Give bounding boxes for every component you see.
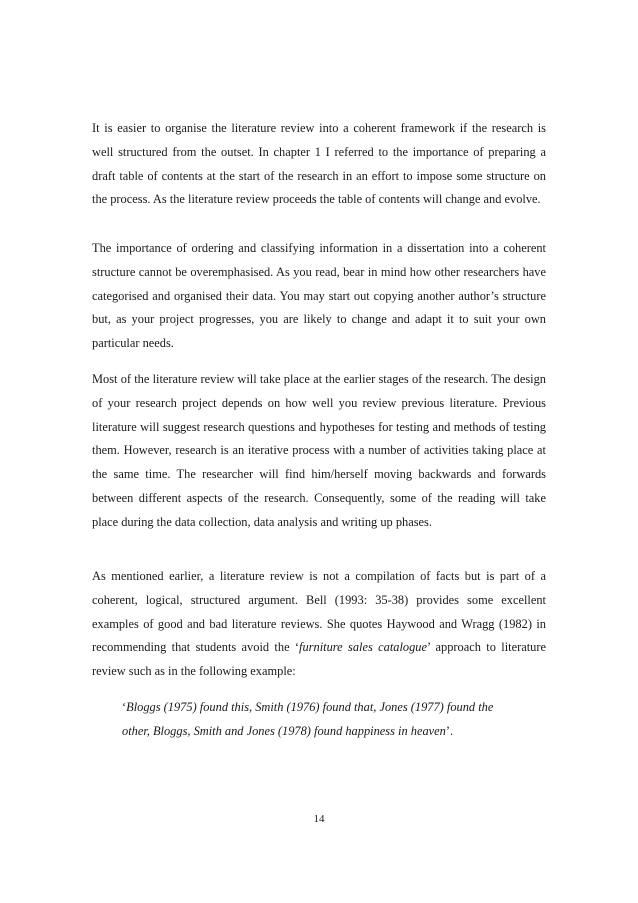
paragraph-2: The importance of ordering and classifying information in a dissertation into a coherent structure cannot be overemphasised. As you read, bear in mind how other researchers have categorised and organised their data. You may start out copying another author’s structure but, as your project progresses, you are likely to change and adapt it to suit your own particular needs.	[92, 241, 546, 351]
block-quote	[122, 696, 542, 744]
page-number: 14	[313, 813, 325, 825]
paragraph-4-text-start: As mentioned earlier, a literature review is not a compilation of facts but is part of a coherent, logical, structured argument. Bell (1993: 35-38) provides some excellent examples of good and bad literature reviews. She quotes Haywood and Wragg (1982) in recommending that students avoid the ‘	[92, 569, 546, 655]
quote-open-mark: ‘	[122, 700, 127, 714]
paragraph-1: It is easier to organise the literature review into a coherent framework if the research is well structured from the outset. In chapter 1 I referred to the importance of preparing a draft table of contents at the start of the research in an effort to impose some structure on the process. As the literature review proceeds the table of contents will change and evolve.	[92, 121, 546, 207]
emphasis-furniture-sales-catalogue: furniture sales catalogue	[299, 640, 427, 655]
quote-line-2: other, Bloggs, Smith and Jones (1978) found happiness in heaven	[122, 723, 446, 738]
paragraph-4	[92, 565, 546, 684]
paragraph-3: Most of the literature review will take place at the earlier stages of the research. The design of your research project depends on how well you review previous literature. Previous literature will suggest research questions and hypotheses for testing and methods of testing them. However, research is an iterative process with a number of activities taking place at the same time. The researcher will find him/herself moving backwards and forwards between different aspects of the research. Consequently, some of the reading will take place during the data collection, data analysis and writing up phases.	[92, 372, 546, 529]
quote-line-1: Bloggs (1975) found this, Smith (1976) found that, Jones (1977) found the	[126, 700, 494, 714]
quote-close-mark: ’.	[445, 723, 454, 738]
paragraph-4-text-end: ’ approach to literature review such as in the following example:	[92, 640, 546, 679]
